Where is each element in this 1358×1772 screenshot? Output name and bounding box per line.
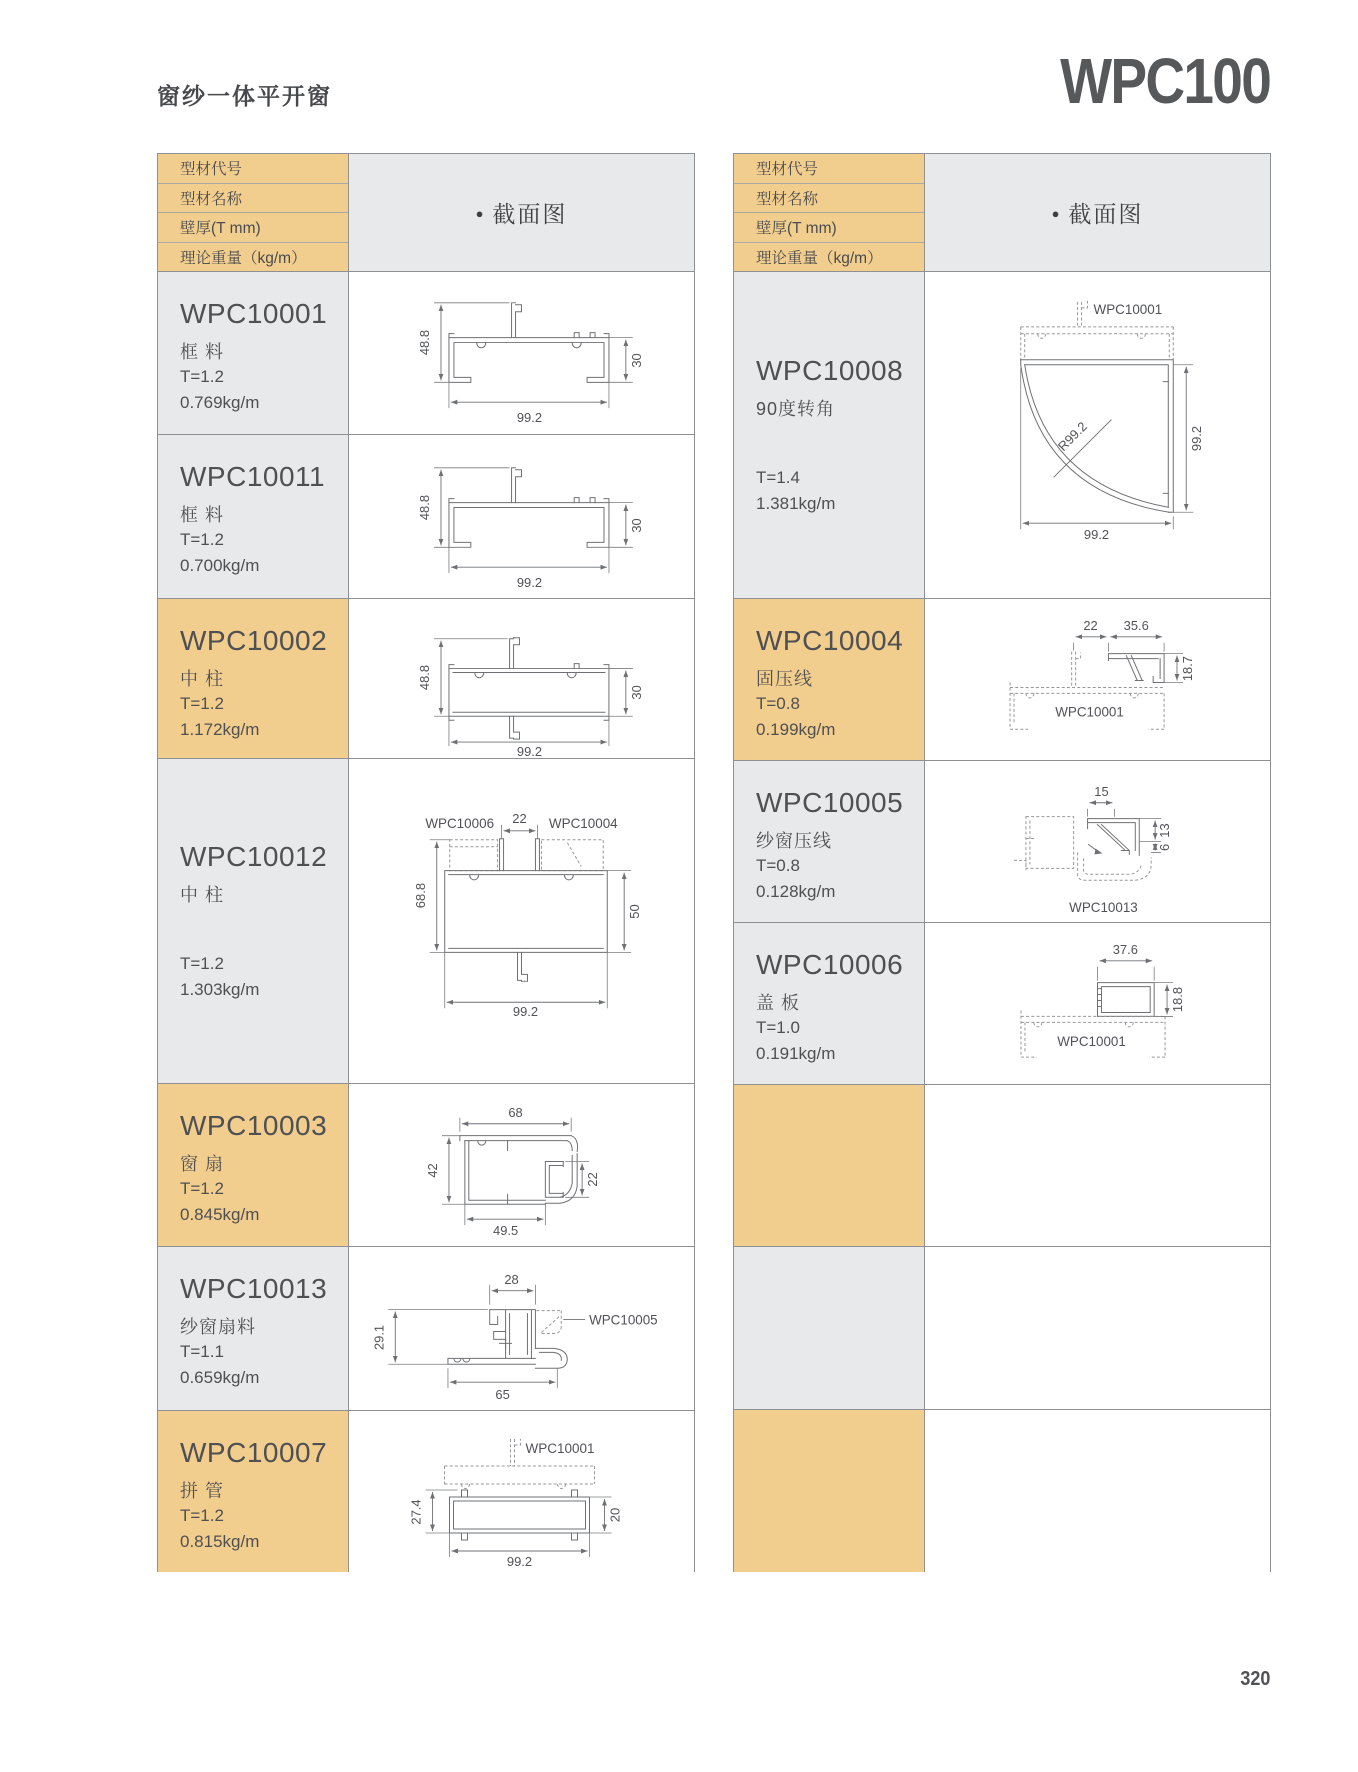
cross-section-cell-empty — [925, 1410, 1270, 1572]
header-cell-name: 型材名称 — [158, 184, 348, 214]
dim-label: 30 — [628, 353, 644, 368]
profile-thickness: T=1.4 — [756, 467, 800, 487]
cross-section-diagram — [349, 435, 694, 598]
profile-code: WPC10011 — [180, 461, 326, 492]
cross-section-diagram — [925, 923, 1270, 1084]
cross-section-cell — [925, 272, 1270, 598]
cross-section-cell — [925, 599, 1270, 760]
profile-weight: 0.191kg/m — [756, 1044, 836, 1064]
series-title: WPC100 — [1060, 45, 1270, 117]
profile-name: 中 柱 — [180, 884, 225, 905]
profile-weight: 0.199kg/m — [756, 720, 836, 740]
dim-label: 99.2 — [516, 410, 543, 426]
section-view-header — [349, 154, 694, 271]
header-label-column — [158, 154, 349, 271]
dim-label: 28 — [504, 1271, 519, 1287]
profile-weight: 0.700kg/m — [180, 556, 260, 576]
cross-section-cell — [925, 923, 1270, 1084]
dim-label: 37.6 — [1112, 941, 1138, 957]
header-cell-weight: 理论重量（kg/m） — [158, 243, 348, 272]
header-cell-thickness: 壁厚(T mm) — [734, 213, 924, 243]
profile-code: WPC10013 — [180, 1273, 328, 1304]
profile-info-cell — [158, 759, 349, 1083]
dim-label: 48.8 — [417, 664, 433, 691]
header-cell-code: 型材代号 — [734, 154, 924, 184]
profile-name: 固压线 — [756, 669, 813, 689]
profile-code: WPC10008 — [756, 354, 904, 386]
table-row — [734, 761, 1270, 923]
cross-section-diagram — [349, 599, 694, 758]
dim-label: 29.1 — [371, 1324, 387, 1351]
table-row-empty — [734, 1247, 1270, 1410]
profile-name: 盖 板 — [756, 993, 801, 1013]
profile-weight: 0.845kg/m — [180, 1205, 260, 1225]
profile-name: 90度转角 — [756, 398, 836, 419]
cross-section-cell — [349, 759, 694, 1083]
dim-label: 99.2 — [516, 744, 543, 758]
header-cell-name: 型材名称 — [734, 184, 924, 214]
cross-section-cell — [349, 1247, 694, 1410]
dim-label: 20 — [607, 1507, 623, 1523]
cross-section-diagram — [349, 272, 694, 434]
cross-section-cell-empty — [925, 1247, 1270, 1409]
table-row — [158, 272, 694, 435]
profile-code: WPC10001 — [180, 298, 328, 329]
dim-label: 42 — [425, 1163, 441, 1178]
profile-weight: 0.659kg/m — [180, 1368, 260, 1388]
dim-label: R99.2 — [1054, 418, 1090, 454]
mating-profile-label: WPC10005 — [589, 1312, 658, 1328]
table-row — [734, 272, 1270, 599]
page-number: 320 — [1239, 1668, 1270, 1690]
dim-label: 30 — [628, 685, 644, 700]
dim-label: 22 — [585, 1172, 601, 1187]
profile-code: WPC10012 — [180, 840, 328, 872]
table-row-empty — [734, 1410, 1270, 1572]
cross-section-cell — [349, 435, 694, 598]
table-row — [158, 1247, 694, 1411]
table-header — [734, 154, 1270, 272]
profile-thickness: T=1.1 — [180, 1342, 224, 1361]
cross-section-cell — [349, 1411, 694, 1572]
profile-weight: 0.128kg/m — [756, 882, 836, 902]
table-row — [158, 759, 694, 1084]
profile-name: 拼 管 — [180, 1481, 225, 1501]
dim-label: 68.8 — [412, 882, 428, 909]
table-row — [158, 1411, 694, 1572]
dim-label: 27.4 — [408, 1499, 424, 1525]
cross-section-diagram — [925, 272, 1270, 598]
dim-label: 6 — [1157, 843, 1173, 852]
profile-info-cell — [158, 435, 349, 598]
table-row-empty — [734, 1085, 1270, 1247]
cross-section-cell — [349, 599, 694, 758]
profile-table-right — [733, 153, 1271, 1572]
mating-profile-label: WPC10006 — [425, 815, 495, 831]
profile-code: WPC10004 — [756, 625, 904, 656]
profile-info-cell — [158, 599, 349, 758]
dim-label: 18.8 — [1169, 986, 1185, 1013]
profile-thickness: T=1.2 — [180, 530, 224, 549]
section-view-label: 截面图 — [492, 201, 568, 227]
dim-label: 18.7 — [1179, 656, 1195, 682]
dim-label: 49.5 — [493, 1223, 519, 1239]
table-row — [734, 923, 1270, 1085]
profile-code: WPC10007 — [180, 1437, 328, 1468]
profile-thickness: T=1.2 — [180, 694, 224, 713]
profile-weight: 1.172kg/m — [180, 720, 260, 740]
mating-profile-label: WPC10013 — [1069, 900, 1138, 916]
dim-label: 99.2 — [512, 1004, 539, 1020]
dim-label: 30 — [628, 518, 644, 533]
mating-profile-label: WPC10001 — [1055, 704, 1124, 720]
header-cell-code: 型材代号 — [158, 154, 348, 184]
profile-name: 纱窗压线 — [756, 831, 832, 851]
mating-profile-label: WPC10001 — [525, 1441, 595, 1456]
profile-thickness: T=1.2 — [180, 1179, 224, 1198]
mating-profile-label: WPC10001 — [1093, 301, 1163, 317]
profile-info-cell — [158, 1411, 349, 1572]
profile-info-cell-empty — [734, 1247, 925, 1409]
profile-name: 框 料 — [180, 505, 225, 525]
profile-table-left — [157, 153, 695, 1572]
dim-label: 68 — [508, 1104, 523, 1120]
profile-name: 纱窗扇料 — [180, 1317, 256, 1337]
profile-name: 框 料 — [180, 342, 225, 362]
page-title: 窗纱一体平开窗 — [157, 83, 332, 109]
dim-label: 22 — [512, 810, 527, 826]
profile-code: WPC10006 — [756, 949, 904, 980]
section-view-header — [925, 154, 1270, 271]
table-row — [734, 599, 1270, 761]
profile-name: 中 柱 — [180, 669, 225, 689]
cross-section-diagram — [349, 1411, 694, 1572]
profile-info-cell — [158, 1084, 349, 1246]
profile-info-cell — [734, 761, 925, 922]
dim-label: 99.2 — [1083, 527, 1110, 543]
header-cell-weight: 理论重量（kg/m） — [734, 243, 924, 272]
profile-weight: 1.381kg/m — [756, 494, 836, 513]
profile-thickness: T=0.8 — [756, 694, 800, 713]
dim-label: 50 — [627, 904, 643, 919]
cross-section-diagram — [925, 599, 1270, 760]
profile-weight: 0.769kg/m — [180, 393, 260, 413]
profile-code: WPC10005 — [756, 787, 904, 818]
dim-label: 48.8 — [417, 494, 433, 521]
cross-section-diagram — [349, 759, 694, 1083]
profile-info-cell-empty — [734, 1410, 925, 1572]
dim-label: 15 — [1094, 783, 1109, 799]
profile-thickness: T=1.2 — [180, 367, 224, 386]
profile-info-cell — [734, 599, 925, 760]
dim-label: 99.2 — [1189, 425, 1205, 452]
cross-section-diagram — [349, 1247, 694, 1410]
profile-info-cell — [158, 1247, 349, 1410]
profile-weight: 1.303kg/m — [180, 980, 260, 999]
profile-thickness: T=1.2 — [180, 953, 224, 973]
cross-section-cell — [349, 1084, 694, 1246]
dim-label: 65 — [495, 1387, 510, 1403]
header-cell-thickness: 壁厚(T mm) — [158, 213, 348, 243]
dim-label: 22 — [1083, 617, 1098, 633]
table-row — [158, 435, 694, 599]
cross-section-diagram — [925, 761, 1270, 922]
profile-thickness: T=1.2 — [180, 1506, 224, 1525]
cross-section-diagram — [349, 1084, 694, 1246]
table-header — [158, 154, 694, 272]
profile-weight: 0.815kg/m — [180, 1532, 260, 1552]
dim-label: 99.2 — [516, 575, 543, 591]
profile-thickness: T=0.8 — [756, 856, 800, 875]
profile-info-cell — [734, 272, 925, 598]
cross-section-cell — [349, 272, 694, 434]
cross-section-cell — [925, 761, 1270, 922]
mating-profile-label: WPC10001 — [1057, 1034, 1126, 1050]
dim-label: 35.6 — [1123, 617, 1149, 633]
profile-name: 窗 扇 — [180, 1154, 225, 1174]
dim-label: 13 — [1157, 823, 1173, 838]
dim-label: 48.8 — [417, 330, 433, 356]
profile-info-cell — [734, 923, 925, 1084]
profile-info-cell-empty — [734, 1085, 925, 1246]
table-row — [158, 1084, 694, 1247]
dim-label: 99.2 — [506, 1554, 533, 1569]
profile-thickness: T=1.0 — [756, 1018, 800, 1037]
header-label-column — [734, 154, 925, 271]
bullet-icon: ● — [475, 206, 486, 221]
profile-code: WPC10002 — [180, 625, 328, 656]
cross-section-cell-empty — [925, 1085, 1270, 1246]
table-row — [158, 599, 694, 759]
profile-info-cell — [158, 272, 349, 434]
profile-code: WPC10003 — [180, 1110, 328, 1141]
bullet-icon: ● — [1051, 206, 1062, 221]
mating-profile-label: WPC10004 — [548, 815, 618, 831]
section-view-label: 截面图 — [1068, 201, 1144, 227]
